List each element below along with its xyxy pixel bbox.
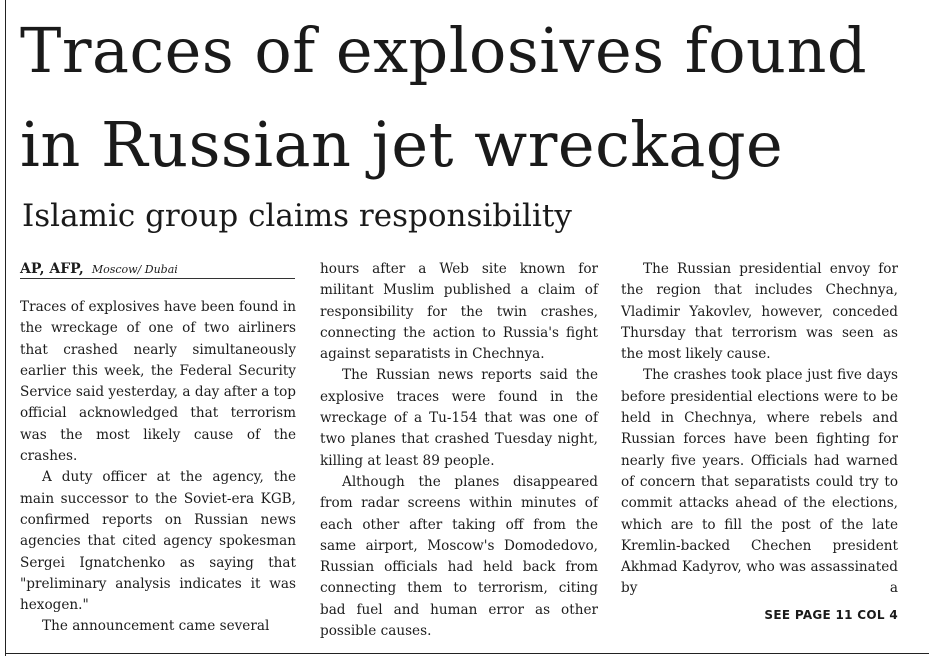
paragraph: A duty officer at the agency, the main successor to the Soviet-era KGB, confirmed reports on Russian news agencies that cited agency spokesman Sergei Ignatchenko as saying that "preliminary analysis indicates it was hexogen." [20,469,296,614]
column-rule-left [5,0,6,656]
byline [20,258,295,279]
byline-dateline: Moscow/ Dubai [91,263,178,276]
paragraph: The crashes took place just five days before presidential elections were to be held in Chechnya, where rebels and Russian forces have been fighting for nearly five years. Officials had warned of concern that separatists could try to commit attacks ahead of the elections, which are to fill the post of the late Kremlin-backed Chechen president Akhmad Kadyrov, who was assassinated by a [621,367,898,597]
paragraph: hours after a Web site known for militant Muslim published a claim of responsibility for the twin crashes, connecting the action to Russia's fight against separatists in Chechnya. [320,261,598,363]
byline-agencies: AP, AFP, [20,261,84,277]
headline [20,4,920,192]
paragraph: Although the planes disappeared from radar screens within minutes of each other after taking off from the same airport, Moscow's Domodedovo, Russian officials had held back from connecting them to terrorism, citing bad fuel and human error as other possible causes. [320,473,598,640]
article-column-2 [320,259,598,642]
bottom-rule [5,653,929,654]
paragraph: The announcement came several [42,618,270,635]
headline-line-1: Traces of explosives found [20,14,868,87]
article-column-1 [20,297,296,638]
article-column-3 [621,259,898,600]
jump-line[interactable]: SEE PAGE 11 COL 4 [764,608,898,622]
paragraph: The Russian news reports said the explosive traces were found in the wreckage of a Tu-154 that was one of two planes that crashed Tuesday night, killing at least 89 people. [320,367,598,469]
headline-line-2: in Russian jet wreckage [20,108,784,181]
paragraph: The Russian presidential envoy for the region that includes Chechnya, Vladimir Yakovlev, however, conceded Thursday that terrorism was seen as the most likely cause. [621,261,898,363]
subheadline: Islamic group claims responsibility [22,198,572,234]
paragraph: Traces of explosives have been found in the wreckage of one of two airliners that crashed nearly simultaneously earlier this week, the Federal Security Service said yesterday, a day after a top official acknowledged that terrorism was the most likely cause of the crashes. [20,299,296,465]
